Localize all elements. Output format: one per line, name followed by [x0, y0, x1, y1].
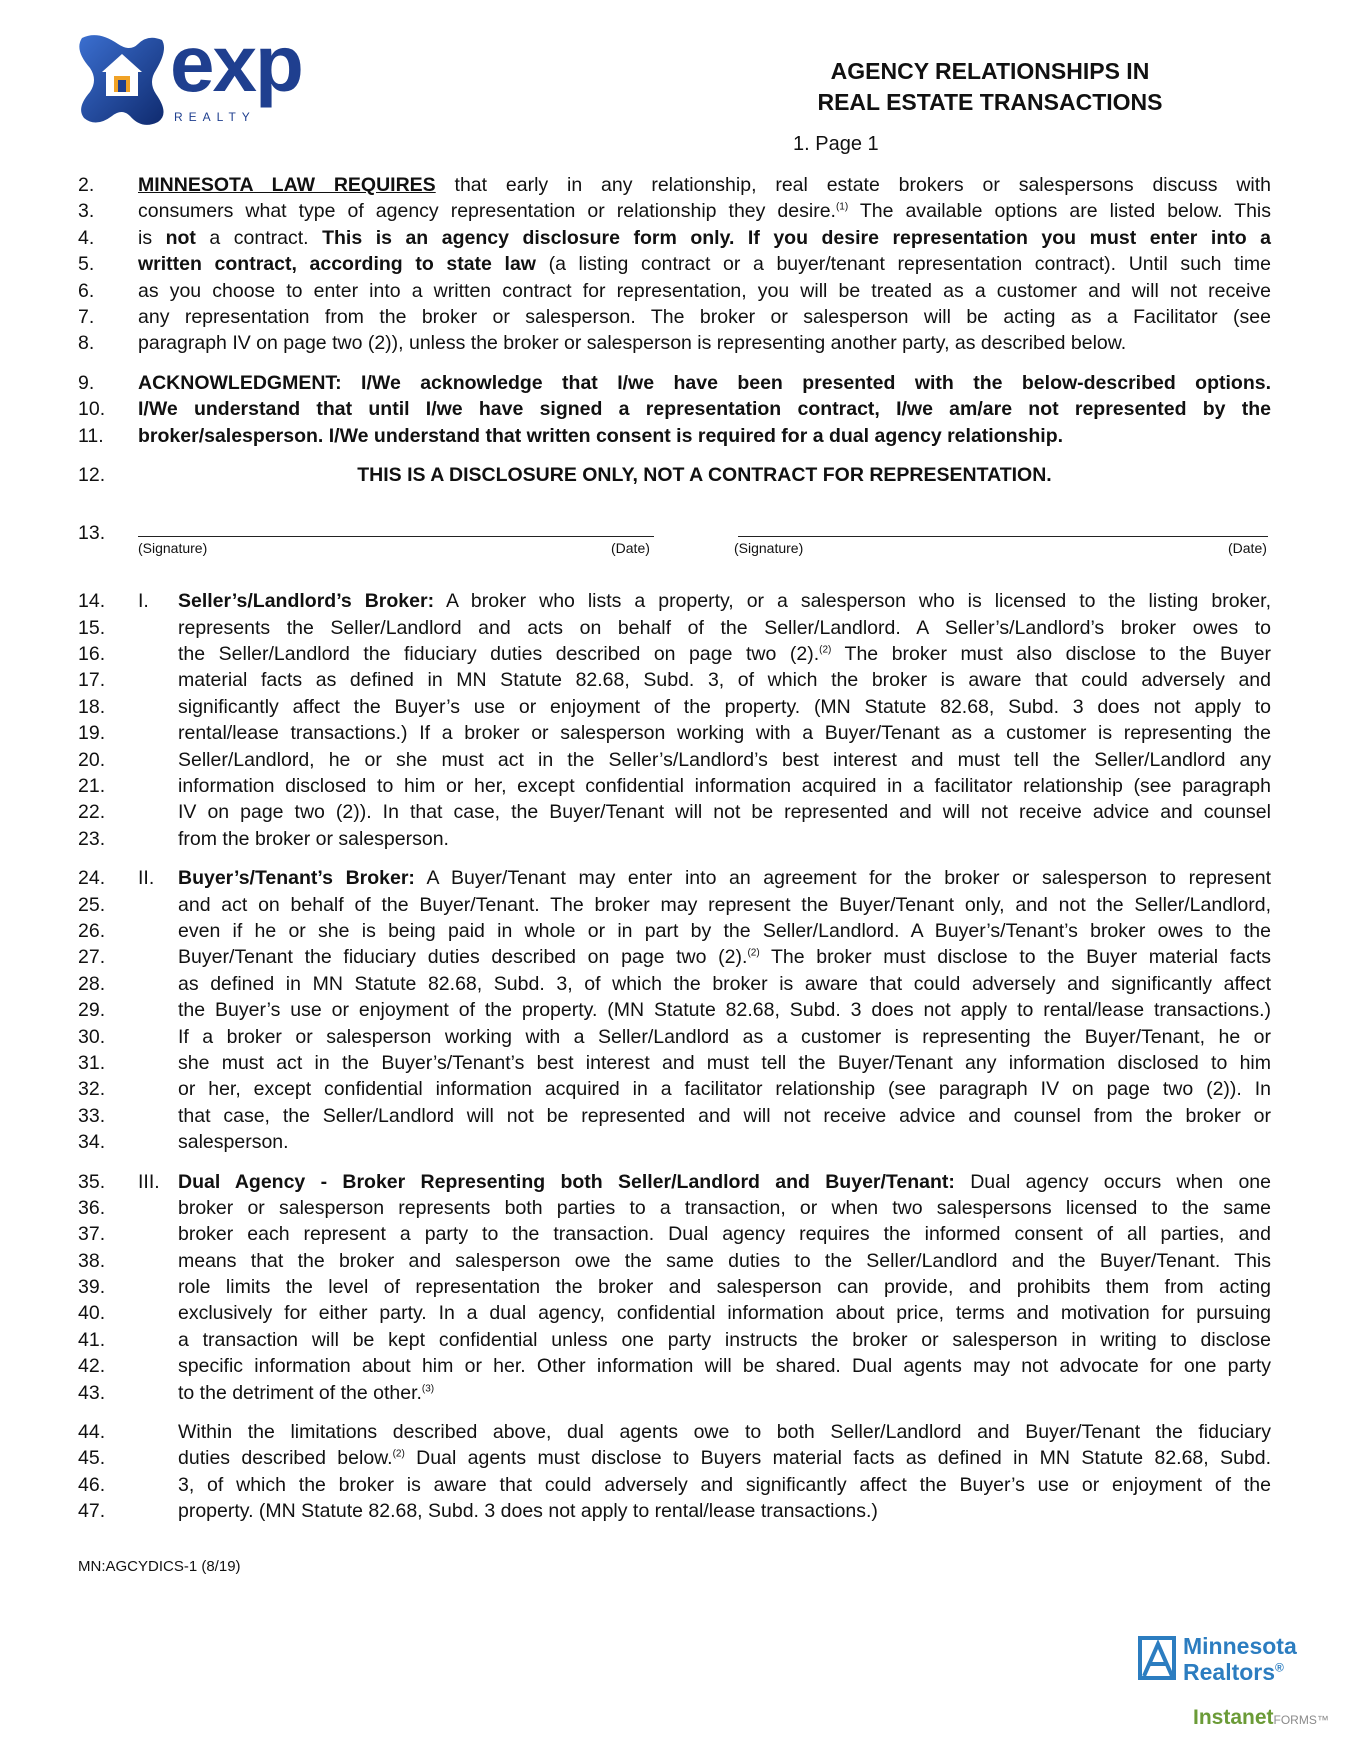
line [0, 198, 1356, 224]
line [0, 1103, 1356, 1129]
title-line-1: AGENCY RELATIONSHIPS IN [830, 58, 1150, 84]
line [0, 971, 1356, 997]
line [0, 1380, 1356, 1406]
page-title [740, 56, 1240, 118]
line [0, 370, 1356, 396]
line [0, 172, 1356, 198]
line [0, 747, 1356, 773]
line [0, 396, 1356, 422]
line-number: 36. [78, 1196, 106, 1219]
line-number: 26. [78, 919, 106, 942]
mnr-line-1: Minnesota [1183, 1633, 1297, 1659]
signature-label: (Signature) [734, 540, 804, 557]
line-text: The broker must also disclose to the Buyer [831, 643, 1271, 666]
line [0, 251, 1356, 277]
line [0, 667, 1356, 693]
exp-realty-logo [78, 19, 338, 130]
acknowledgment-text: I/We understand that until I/we have signed a representation contract, I/we am/are not represented by the [138, 398, 1271, 421]
line-text: rental/lease transactions.) If a broker or salesperson working with a Buyer/Tenant as a customer is representing the [178, 722, 1271, 745]
date-label: (Date) [1228, 540, 1267, 557]
line-number: 6. [78, 279, 95, 302]
line-number: 40. [78, 1302, 106, 1325]
line-number: 25. [78, 893, 106, 916]
line [0, 694, 1356, 720]
line-text: A broker who lists a property, or a salesperson who is licensed to the listing broker, [434, 590, 1271, 613]
line-number: 4. [78, 226, 95, 249]
line-text: the Seller/Landlord the fiduciary duties described on page two (2). [178, 643, 820, 666]
line-number: 41. [78, 1328, 106, 1351]
line-text: This is an agency disclosure form only. If you desire representation you must enter into a [322, 226, 1271, 249]
line [0, 1353, 1356, 1379]
line-number: 2. [78, 174, 95, 196]
line [0, 225, 1356, 251]
line [0, 278, 1356, 304]
line-text: any representation from the broker or salesperson. The broker or salesperson will be acting as a Facilitator (see [138, 305, 1271, 328]
line-text: IV on page two (2)). In that case, the Buyer/Tenant will not be represented and will not receive advice and counsel [178, 801, 1271, 824]
line [0, 1248, 1356, 1274]
section-heading: Buyer’s/Tenant’s Broker: [178, 867, 415, 890]
mnr-line-2 [1183, 1659, 1284, 1686]
line-number: 28. [78, 972, 106, 995]
line-text: and act on behalf of the Buyer/Tenant. The broker may represent the Buyer/Tenant only, and not the Seller/Landlord, [178, 893, 1271, 916]
law-requires-heading: MINNESOTA LAW REQUIRES [138, 174, 436, 196]
line-number: 42. [78, 1355, 106, 1378]
line [0, 1300, 1356, 1326]
line-number: 3. [78, 200, 95, 223]
line-number: 19. [78, 722, 106, 745]
line-number: 20. [78, 748, 106, 771]
line-text: Within the limitations described above, dual agents owe to both Seller/Landlord and Buyer/Tenant the fiduciary [178, 1421, 1271, 1444]
date-label: (Date) [611, 540, 650, 557]
line [0, 1050, 1356, 1076]
line [0, 773, 1356, 799]
line-number: 22. [78, 801, 106, 824]
section-numeral: III. [138, 1170, 160, 1193]
line-text: from the broker or salesperson. [178, 827, 449, 850]
line-number: 27. [78, 946, 106, 969]
line [0, 997, 1356, 1023]
line-text: duties described below. [178, 1447, 393, 1470]
line [0, 1472, 1356, 1498]
signature-label: (Signature) [138, 540, 208, 557]
footnote-ref: (1) [835, 201, 849, 213]
line-number: 33. [78, 1104, 106, 1127]
line-text: salesperson. [178, 1131, 289, 1154]
line-text: represents the Seller/Landlord and acts on behalf of the Seller/Landlord. A Seller’s/Landlord’s broker owes to [178, 616, 1271, 639]
line-text: not [165, 226, 196, 249]
line-text: even if he or she is being paid in whole or in part by the Seller/Landlord. A Buyer’s/Tenant’s broker owes to the [178, 919, 1271, 942]
line-text: specific information about him or her. Other information will be shared. Dual agents may not advocate for one party [178, 1355, 1271, 1378]
line-text: the Buyer’s use or enjoyment of the property. (MN Statute 82.68, Subd. 3 does not apply to rental/lease transactions.) [178, 999, 1271, 1022]
line-text: exclusively for either party. In a dual agency, confidential information about price, terms and motivation for pursuing [178, 1302, 1271, 1325]
line [0, 641, 1356, 667]
signature-line-1[interactable] [138, 536, 654, 537]
line-number: 45. [78, 1447, 106, 1470]
line [0, 615, 1356, 641]
line-number: 23. [78, 827, 106, 850]
line-number: 46. [78, 1473, 106, 1496]
line-text: (a listing contract or a buyer/tenant representation contract). Until such time [535, 253, 1271, 276]
footnote-ref: (2) [747, 947, 760, 959]
line-text: significantly affect the Buyer’s use or enjoyment of the property. (MN Statute 82.68, Subd. 3 does not apply to [178, 695, 1271, 718]
forms-text: FORMS [1273, 1713, 1317, 1727]
line-number: 21. [78, 775, 106, 798]
acknowledgment-text: ACKNOWLEDGMENT: I/We acknowledge that I/we have been presented with the below-described options. [138, 371, 1271, 394]
line [0, 423, 1356, 449]
line [0, 892, 1356, 918]
line-text: paragraph IV on page two (2)), unless the broker or salesperson is representing another party, as described below. [138, 332, 1127, 355]
line [0, 1129, 1356, 1155]
line [0, 330, 1356, 356]
logo-wordmark: exp [170, 19, 302, 108]
line-number: 11. [78, 424, 104, 447]
line-number: 34. [78, 1131, 106, 1154]
footnote-ref: (2) [819, 644, 832, 656]
trademark: ™ [1316, 1713, 1329, 1727]
line-number: 14. [78, 590, 106, 613]
line-text: The broker must disclose to the Buyer material facts [759, 946, 1271, 969]
line-text: or her, except confidential information acquired in a facilitator relationship (see paragraph IV on page two (2)). In [178, 1078, 1271, 1101]
line [0, 462, 1356, 488]
line [0, 918, 1356, 944]
mnr-line-2-text: Realtors [1183, 1659, 1276, 1685]
line [0, 826, 1356, 852]
line [0, 1327, 1356, 1353]
line-number: 15. [78, 616, 106, 639]
registered-mark: ® [1275, 1660, 1284, 1675]
section-heading: Seller’s/Landlord’s Broker: [178, 590, 435, 613]
line-text: to the detriment of the other. [178, 1381, 422, 1404]
line-number: 44. [78, 1421, 106, 1444]
document-body [0, 172, 1356, 1525]
page-label: 1. Page 1 [793, 133, 879, 155]
line-text: she must act in the Buyer’s/Tenant’s best interest and must tell the Buyer/Tenant any information disclosed to him [178, 1051, 1271, 1074]
footnote-ref: (2) [392, 1448, 405, 1460]
logo-subtext: REALTY [174, 110, 256, 124]
line-number: 24. [78, 867, 106, 890]
signature-row [0, 488, 1356, 562]
line-number: 32. [78, 1078, 106, 1101]
line [0, 865, 1356, 891]
acknowledgment-text: broker/salesperson. I/We understand that written consent is required for a dual agency relationship. [138, 424, 1064, 447]
line [0, 1195, 1356, 1221]
line-text: role limits the level of representation the broker and salesperson can provide, and prohibits them from acting [178, 1276, 1271, 1299]
line-text: Buyer/Tenant the fiduciary duties described on page two (2). [178, 946, 748, 969]
line-text: material facts as defined in MN Statute 82.68, Subd. 3, of which the broker is aware that could adversely and [178, 669, 1271, 692]
line-text: A Buyer/Tenant may enter into an agreement for the broker or salesperson to represent [414, 867, 1271, 890]
line-number: 18. [78, 695, 106, 718]
line-number: 5. [78, 253, 95, 276]
line [0, 1169, 1356, 1195]
line [0, 1221, 1356, 1247]
line [0, 1024, 1356, 1050]
line-text: The available options are listed below. This [848, 200, 1272, 223]
line-number: 9. [78, 371, 95, 394]
line [0, 1445, 1356, 1471]
line [0, 588, 1356, 614]
line [0, 1274, 1356, 1300]
line [0, 944, 1356, 970]
line-number: 7. [78, 305, 95, 328]
line-number: 17. [78, 669, 106, 692]
line-number: 43. [78, 1381, 106, 1404]
line-number: 13. [78, 522, 106, 545]
title-line-2: REAL ESTATE TRANSACTIONS [817, 89, 1163, 115]
disclosure-notice: THIS IS A DISCLOSURE ONLY, NOT A CONTRACT FOR REPRESENTATION. [357, 463, 1052, 486]
line-text: information disclosed to him or her, except confidential information acquired in a facilitator relationship (see paragraph [178, 775, 1271, 798]
line-text: a contract. [195, 226, 323, 249]
line-text: as defined in MN Statute 82.68, Subd. 3, of which the broker is aware that could adversely and significantly affect [178, 972, 1271, 995]
line [0, 304, 1356, 330]
instanet-forms-logo [1193, 1706, 1329, 1730]
line-text: consumers what type of agency representation or relationship they desire. [138, 200, 836, 223]
line-text: is [138, 226, 166, 249]
line-text: a transaction will be kept confidential unless one party instructs the broker or salesperson in writing to disclose [178, 1328, 1271, 1351]
line-text: broker or salesperson represents both parties to a transaction, or when two salespersons licensed to the same [178, 1196, 1271, 1219]
line [0, 720, 1356, 746]
line-number: 29. [78, 999, 106, 1022]
line-text: that early in any relationship, real estate brokers or salespersons discuss with [435, 174, 1271, 196]
line-number: 10. [78, 398, 106, 421]
line-number: 8. [78, 332, 95, 355]
line [0, 799, 1356, 825]
line-text: Dual agents must disclose to Buyers material facts as defined in MN Statute 82.68, Subd. [404, 1447, 1272, 1470]
instanet-text: Instanet [1193, 1706, 1274, 1729]
line-text: Seller/Landlord, he or she must act in the Seller’s/Landlord’s best interest and must tell the Seller/Landlord any [178, 748, 1271, 771]
line-text: 3, of which the broker is aware that could adversely and significantly affect the Buyer’s use or enjoyment of the [178, 1473, 1271, 1496]
line-text: written contract, according to state law [138, 253, 536, 276]
section-heading: Dual Agency - Broker Representing both Seller/Landlord and Buyer/Tenant: [178, 1170, 955, 1193]
line-text: that case, the Seller/Landlord will not be represented and will not receive advice and counsel from the broker or [178, 1104, 1271, 1127]
line-number: 35. [78, 1170, 106, 1193]
line-number: 31. [78, 1051, 106, 1074]
line [0, 1419, 1356, 1445]
line-text: means that the broker and salesperson owe the same duties to the Seller/Landlord and the Buyer/Tenant. This [178, 1249, 1271, 1272]
section-numeral: I. [138, 590, 149, 613]
line-text: as you choose to enter into a written contract for representation, you will be treated as a customer and will not receive [138, 279, 1271, 302]
footnote-ref: (3) [421, 1383, 435, 1395]
line-text: Dual agency occurs when one [954, 1170, 1271, 1193]
line-text: If a broker or salesperson working with a Seller/Landlord as a customer is representing the Buyer/Tenant, he or [178, 1025, 1271, 1048]
line-number: 12. [78, 463, 106, 486]
line [0, 1498, 1356, 1524]
form-code: MN:AGCYDICS-1 (8/19) [78, 1558, 241, 1575]
line-number: 38. [78, 1249, 106, 1272]
line-text: broker each represent a party to the transaction. Dual agency requires the informed consent of all parties, and [178, 1223, 1271, 1246]
line [0, 1076, 1356, 1102]
line-number: 30. [78, 1025, 106, 1048]
line-text: property. (MN Statute 82.68, Subd. 3 does not apply to rental/lease transactions.) [178, 1500, 878, 1523]
signature-line-2[interactable] [738, 536, 1268, 537]
line-number: 47. [78, 1500, 106, 1523]
line-number: 16. [78, 643, 106, 666]
section-numeral: II. [138, 867, 155, 890]
line-number: 39. [78, 1276, 106, 1299]
line-number: 37. [78, 1223, 106, 1246]
minnesota-realtors-logo-icon [1138, 1636, 1178, 1682]
